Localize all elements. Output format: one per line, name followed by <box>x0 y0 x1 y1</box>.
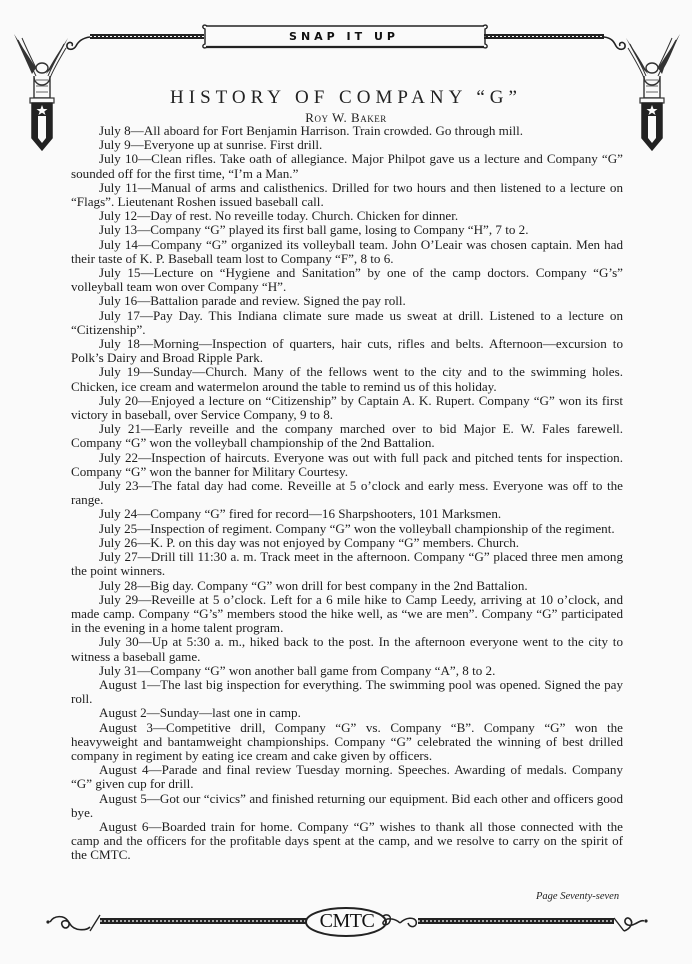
entry-text: Sunday—Church. Many of the fellows went to the city and to the swimming holes. Chicken, ice cream and watermelon around the table to remind us of this holiday. <box>71 364 623 394</box>
entry-date: July 29 <box>99 591 139 607</box>
entry-date: July 20 <box>99 392 138 408</box>
diary-entry <box>71 365 623 393</box>
page-number: Page Seventy-seven <box>536 891 620 902</box>
diary-entry <box>71 792 623 820</box>
entry-date: July 26 <box>99 534 138 550</box>
diary-entry <box>71 238 623 266</box>
entry-dash: — <box>148 818 162 834</box>
diary-entry <box>71 550 623 578</box>
entry-dash: — <box>137 236 152 252</box>
entry-dash: — <box>146 790 160 806</box>
entry-text: Early reveille and the company marched over to bid Major E. W. Fales farewell. Company “G” won the volleyball championship of the 2nd Battalion. <box>71 421 623 451</box>
diary-entry <box>71 223 623 237</box>
diary-entry <box>71 138 623 152</box>
entry-dash: — <box>138 392 152 408</box>
entry-dash: — <box>138 591 152 607</box>
entry-dash: — <box>137 222 151 238</box>
entry-text: Lecture on “Hygiene and Sanitation” by one of the camp doctors. Company “G’s” volleyball team won over Company “H”. <box>71 265 623 295</box>
entry-date: August 2 <box>99 705 147 721</box>
entry-text: Manual of arms and calisthenics. Drilled for two hours and then listened to a lecture on “Flags”. Lieutenant Roshen issued baseball call. <box>71 179 623 210</box>
entry-dash: — <box>139 364 153 380</box>
entry-dash: — <box>130 123 144 138</box>
entry-text: Inspection of regiment. Company “G” won the volleyball championship of the regiment. <box>150 520 615 536</box>
entry-text: Company “G” played its first ball game, losing to Company “H”, 7 to 2. <box>150 222 529 238</box>
entry-text: Company “G” organized its volleyball team. John O’Leair was chosen captain. Men had their taste of K. P. Baseball team lost to Company “F”, 8 to 6. <box>71 236 623 266</box>
entry-text: Morning—Inspection of quarters, hair cuts, rifles and belts. Afternoon—excursion to Polk’s Dairy and Broad Ripple Park. <box>71 336 623 366</box>
entry-dash: — <box>146 705 160 721</box>
entry-text: Boarded train for home. Company “G” wishes to thank all those connected with the camp and the officers for the profitable days spent at the camp, and we resolve to carry on the spirit of the CMTC. <box>71 818 623 863</box>
banner-label: SNAP IT UP <box>289 30 399 43</box>
entry-text: Parade and final review Tuesday morning. Speeches. Awarding of medals. Company “G” given cup for drill. <box>71 762 623 792</box>
entry-date: July 16 <box>99 293 138 309</box>
entry-date: July 10 <box>99 151 139 167</box>
entry-text: The fatal day had come. Reveille at 5 o’clock and early mess. Everyone was off to the range. <box>71 478 623 508</box>
entry-date: July 18 <box>99 336 140 352</box>
diary-entry <box>71 579 623 593</box>
entry-text: Pay Day. This Indiana climate sure made us sweat at drill. Listened to a lecture on “Citizenship”. <box>71 307 624 337</box>
entry-date: July 12 <box>99 208 138 224</box>
diary-entry <box>71 337 623 365</box>
diary-entry <box>71 422 623 450</box>
entry-date: August 1 <box>99 676 148 692</box>
diary-entries <box>71 124 623 863</box>
entry-date: August 5 <box>99 790 147 806</box>
entry-dash: — <box>137 577 151 593</box>
entry-text: Up at 5:30 a. m., hiked back to the post. In the afternoon everyone went to the city to witness a baseball game. <box>71 634 623 664</box>
entry-text: Battalion parade and review. Signed the pay roll. <box>150 293 406 309</box>
diary-entry <box>71 664 623 678</box>
entry-dash: — <box>138 634 152 650</box>
entry-dash: — <box>138 449 152 465</box>
article-author: Roy W. Baker <box>305 110 387 125</box>
entry-date: July 8 <box>99 123 131 138</box>
entry-date: July 25 <box>99 520 138 536</box>
diary-entry <box>71 266 623 294</box>
entry-dash: — <box>137 520 151 536</box>
entry-dash: — <box>141 421 155 437</box>
entry-dash: — <box>147 676 161 692</box>
entry-dash: — <box>152 719 166 735</box>
entry-dash: — <box>137 293 151 309</box>
entry-date: August 3 <box>99 719 153 735</box>
article-title: HISTORY OF COMPANY “G” <box>170 87 522 108</box>
entry-date: July 22 <box>99 449 139 465</box>
diary-entry <box>71 507 623 521</box>
entry-dash: — <box>137 549 151 565</box>
diary-entry <box>71 209 623 223</box>
entry-date: August 4 <box>99 762 149 778</box>
entry-text: Drill till 11:30 a. m. Track meet in the afternoon. Company “G” placed three men among the point winners. <box>71 549 623 579</box>
diary-entry <box>71 479 623 507</box>
entry-date: July 11 <box>99 179 138 195</box>
entry-date: July 30 <box>99 634 139 650</box>
entry-dash: — <box>138 151 152 167</box>
diary-entry <box>71 820 623 863</box>
entry-text: Inspection of haircuts. Everyone was out with full pack and pitched tents for inspection. Company “G” won the banner for Military Courtesy. <box>71 449 623 479</box>
top-banner-ornament <box>0 20 692 80</box>
entry-text: Big day. Company “G” won drill for best company in the 2nd Battalion. <box>150 577 528 593</box>
entry-text: Enjoyed a lecture on “Citizenship” by Captain A. K. Rupert. Company “G” won its first victory in baseball, over Service Company, 9 to 8. <box>71 392 623 423</box>
entry-date: August 6 <box>99 818 149 834</box>
entry-text: Clean rifles. Take oath of allegiance. Major Philpot gave us a lecture and Company “G” sounded off for the first time, “I’m a Man.” <box>71 151 623 181</box>
entry-date: July 13 <box>99 222 138 238</box>
entry-dash: — <box>139 336 154 352</box>
entry-text: Day of rest. No reveille today. Church. Chicken for dinner. <box>150 208 459 224</box>
entry-date: July 21 <box>99 421 141 437</box>
entry-dash: — <box>140 265 154 281</box>
entry-dash: — <box>148 762 162 778</box>
entry-text: Company “G” fired for record—16 Sharpshooters, 101 Marksmen. <box>150 506 502 522</box>
entry-dash: — <box>130 137 144 153</box>
diary-entry <box>71 181 623 209</box>
entry-date: July 14 <box>99 236 138 252</box>
entry-text: Company “G” won another ball game from Company “A”, 8 to 2. <box>150 662 496 678</box>
diary-entry <box>71 124 623 138</box>
entry-text: The last big inspection for everything. The swimming pool was opened. Signed the pay roll. <box>71 676 623 707</box>
entry-text: Got our “civics” and finished returning our equipment. Bid each other and officers good bye. <box>71 790 623 820</box>
entry-text: K. P. on this day was not enjoyed by Company “G” members. Church. <box>150 534 520 550</box>
entry-dash: — <box>137 179 151 195</box>
cmtc-emblem-label: CMTC <box>319 910 375 932</box>
entry-date: July 23 <box>99 478 139 494</box>
entry-date: July 27 <box>99 549 138 565</box>
entry-dash: — <box>138 478 152 494</box>
diary-entry <box>71 522 623 536</box>
entry-dash: — <box>137 506 151 522</box>
diary-entry <box>71 536 623 550</box>
entry-text: All aboard for Fort Benjamin Harrison. Train crowded. Go through mill. <box>143 123 524 138</box>
entry-text: Everyone up at sunrise. First drill. <box>143 137 323 153</box>
entry-date: July 31 <box>99 662 138 678</box>
entry-dash: — <box>137 208 151 224</box>
entry-dash: — <box>137 534 151 550</box>
entry-date: July 9 <box>99 137 131 153</box>
entry-text: Competitive drill, Company “G” vs. Company “B”. Company “G” won the heavyweight and bantamweight championships. Company “G” celebrated the winning of best drilled company in regiment by eating ice cream and cake given by officers. <box>71 719 623 763</box>
entry-date: July 28 <box>99 577 138 593</box>
diary-entry <box>71 678 623 706</box>
entry-date: July 17 <box>99 307 140 323</box>
diary-entry <box>71 763 623 791</box>
diary-entry <box>71 721 623 764</box>
entry-dash: — <box>137 662 151 678</box>
entry-text: Reveille at 5 o’clock. Left for a 6 mile hike to Camp Leedy, arriving at 10 o’clock, and made camp. Company “G’s” members stood the hike well, as “we are men”. Company “G” participated in the evening in a home talent program. <box>71 591 624 636</box>
diary-entry <box>71 593 623 636</box>
entry-date: July 24 <box>99 506 138 522</box>
diary-entry <box>71 451 623 479</box>
entry-date: July 19 <box>99 364 140 380</box>
diary-entry <box>71 152 623 180</box>
diary-entry <box>71 394 623 422</box>
diary-entry <box>71 635 623 663</box>
entry-date: July 15 <box>99 265 141 281</box>
entry-text: Sunday—last one in camp. <box>159 705 301 721</box>
diary-entry <box>71 309 623 337</box>
diary-entry <box>71 706 623 720</box>
diary-entry <box>71 294 623 308</box>
entry-dash: — <box>139 307 153 323</box>
